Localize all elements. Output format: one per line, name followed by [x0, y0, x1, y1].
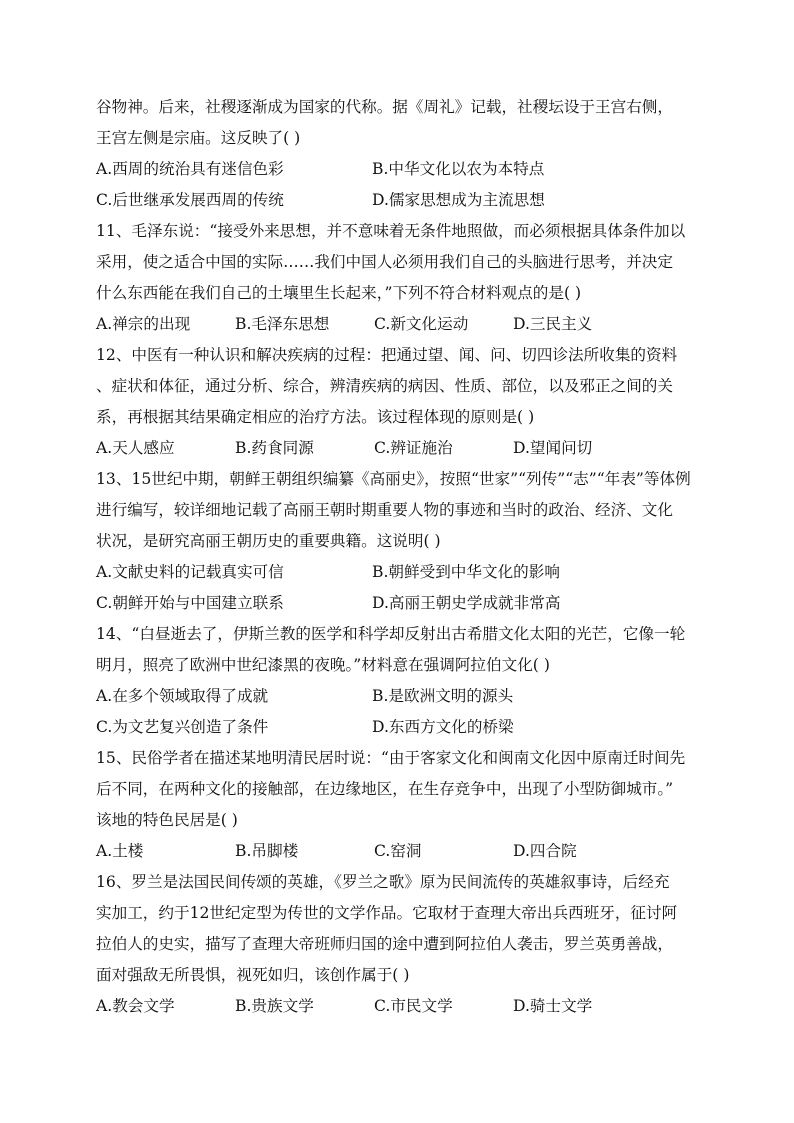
option-c: C.后世继承发展西周的传统 — [96, 191, 284, 209]
question-text-line: 状况，是研究高丽王朝历史的重要典籍。这说明( ) — [96, 532, 441, 550]
question-text-line: 谷物神。后来，社稷逐渐成为国家的代称。据《周礼》记载，社稷坛设于王宫右侧， — [96, 98, 673, 116]
question-text-line: 采用，使之适合中国的实际……我们中国人必须用我们自己的头脑进行思考，并决定 — [96, 253, 673, 271]
options-row — [96, 185, 698, 216]
option-d: D.高丽王朝史学成就非常高 — [372, 594, 561, 612]
options-row — [96, 557, 698, 588]
option-a: A.土楼 — [96, 842, 144, 860]
option-c: C.朝鲜开始与中国建立联系 — [96, 594, 284, 612]
option-d: D.四合院 — [513, 842, 577, 860]
question-list — [96, 92, 698, 1022]
question-11 — [96, 216, 698, 340]
option-b: B.贵族文学 — [235, 997, 314, 1015]
question-15 — [96, 743, 698, 867]
options-row — [96, 836, 698, 867]
option-d: D.骑士文学 — [513, 997, 593, 1015]
question-text-line: 16、罗兰是法国民间传颂的英雄，《罗兰之歌》原为民间流传的英雄叙事诗，后经充 — [96, 873, 670, 891]
question-text-line: 11、毛泽东说：“接受外来思想，并不意味着无条件地照做，而必须根据具体条件加以 — [96, 222, 686, 240]
question-13 — [96, 464, 698, 619]
question-16 — [96, 867, 698, 1022]
question-text-line: 14、“白昼逝去了，伊斯兰教的医学和科学却反射出古希腊文化太阳的光芒，它像一轮 — [96, 625, 686, 643]
question-text-line: 13、15世纪中期，朝鲜王朝组织编纂《高丽史》，按照“世家”“列传”“志”“年表”等体例 — [96, 470, 691, 488]
question-text-line: 拉伯人的史实，描写了查理大帝班师归国的途中遭到阿拉伯人袭击，罗兰英勇善战， — [96, 935, 673, 953]
question-14 — [96, 619, 698, 743]
option-c: C.为文艺复兴创造了条件 — [96, 718, 269, 736]
option-c: C.窑洞 — [374, 842, 422, 860]
option-c: C.新文化运动 — [374, 315, 469, 333]
option-b: B.是欧洲文明的源头 — [372, 687, 514, 705]
option-c: C.市民文学 — [374, 997, 453, 1015]
question-10 — [96, 92, 698, 216]
question-text-line: 王宫左侧是宗庙。这反映了( ) — [96, 129, 301, 147]
option-a: A.西周的统治具有迷信色彩 — [96, 160, 284, 178]
option-b: B.中华文化以农为本特点 — [372, 160, 545, 178]
option-d: D.三民主义 — [513, 315, 593, 333]
question-text-line: 面对强敌无所畏惧，视死如归，该创作属于( ) — [96, 966, 410, 984]
option-d: D.儒家思想成为主流思想 — [372, 191, 545, 209]
question-text-line: 什么东西能在我们自己的土壤里生长起来，”下列不符合材料观点的是( ) — [96, 284, 582, 302]
question-text-line: 明月，照亮了欧洲中世纪漆黑的夜晚。”材料意在强调阿拉伯文化( ) — [96, 656, 550, 674]
question-text-line: 该地的特色民居是( ) — [96, 811, 238, 829]
question-text-line: 实加工，约于12世纪定型为传世的文学作品。它取材于查理大帝出兵西班牙，征讨阿 — [96, 904, 678, 922]
options-row — [96, 309, 698, 340]
options-row — [96, 433, 698, 464]
options-row — [96, 588, 698, 619]
option-a: A.在多个领域取得了成就 — [96, 687, 269, 705]
option-b: B.朝鲜受到中华文化的影响 — [372, 563, 560, 581]
question-text-line: 进行编写，较详细地记载了高丽王朝时期重要人物的事迹和当时的政治、经济、文化 — [96, 501, 673, 519]
option-a: A.文献史料的记载真实可信 — [96, 563, 284, 581]
option-a: A.教会文学 — [96, 997, 175, 1015]
option-b: B.药食同源 — [235, 439, 314, 457]
question-text-line: 15、民俗学者在描述某地明清民居时说：“由于客家文化和闽南文化因中原南迁时间先 — [96, 749, 686, 767]
question-text-line: 后不同，在两种文化的接触部，在边缘地区，在生存竞争中，出现了小型防御城市。” — [96, 780, 674, 798]
option-c: C.辨证施治 — [374, 439, 453, 457]
options-row — [96, 991, 698, 1022]
option-b: B.毛泽东思想 — [235, 315, 330, 333]
option-d: D.望闻问切 — [513, 439, 593, 457]
option-d: D.东西方文化的桥梁 — [372, 718, 514, 736]
options-row — [96, 154, 698, 185]
question-12 — [96, 340, 698, 464]
question-text-line: 12、中医有一种认识和解决疾病的过程：把通过望、闻、问、切四诊法所收集的资料 — [96, 346, 678, 364]
question-text-line: 、症状和体征，通过分析、综合，辨清疾病的病因、性质、部位，以及邪正之间的关 — [96, 377, 673, 395]
options-row — [96, 712, 698, 743]
question-text-line: 系，再根据其结果确定相应的治疗方法。该过程体现的原则是( ) — [96, 408, 535, 426]
option-b: B.吊脚楼 — [235, 842, 299, 860]
option-a: A.天人感应 — [96, 439, 175, 457]
options-row — [96, 681, 698, 712]
option-a: A.禅宗的出现 — [96, 315, 191, 333]
